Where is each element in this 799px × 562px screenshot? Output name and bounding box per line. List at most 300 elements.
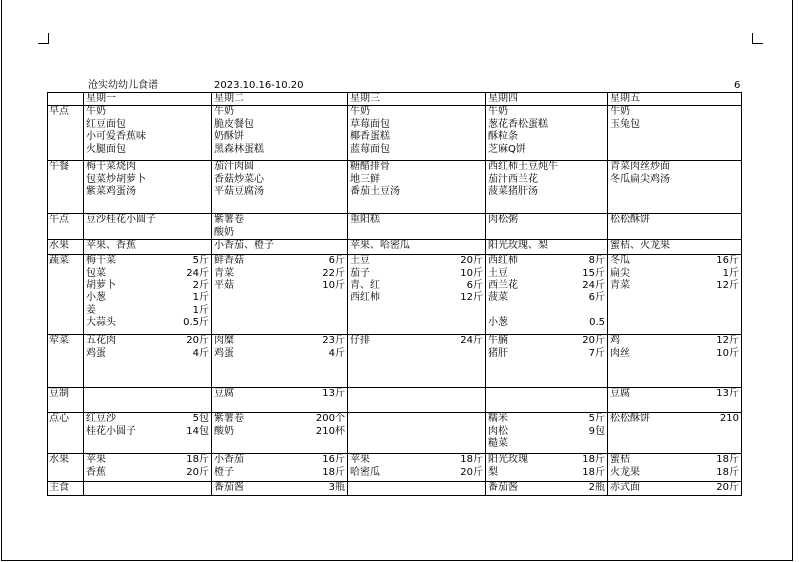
- day-header-3: [348, 93, 486, 106]
- menu-cell: [84, 413, 212, 454]
- item-name: 扁尖: [610, 267, 630, 279]
- item-name: 紫薯卷: [214, 413, 244, 425]
- item-name: 蜜桔、火龙果: [610, 240, 670, 252]
- item-name: 西红柿: [350, 292, 380, 304]
- menu-item: [214, 426, 345, 438]
- item-quantity: 18斤: [460, 454, 483, 466]
- menu-cell: [84, 255, 212, 335]
- menu-item: [214, 280, 345, 292]
- item-quantity: 3瓶: [328, 482, 345, 494]
- menu-cell: [608, 240, 742, 255]
- item-quantity: 2斤: [192, 279, 209, 291]
- menu-cell: [486, 454, 608, 482]
- menu-cell: [212, 413, 348, 454]
- row-label: 午餐: [48, 161, 84, 214]
- menu-item: [86, 280, 209, 292]
- menu-item: [214, 268, 345, 280]
- row-label: 水果: [48, 240, 84, 255]
- menu-cell: [608, 388, 742, 413]
- item-name: 仔排: [350, 335, 370, 347]
- menu-cell: [348, 161, 486, 214]
- item-quantity: 24斤: [460, 335, 483, 347]
- menu-cell: [348, 413, 486, 454]
- item-name: 苹果: [350, 454, 370, 466]
- item-name: 苹果、香蕉: [86, 240, 136, 252]
- item-name: 酸奶: [214, 425, 234, 437]
- item-quantity: 10斤: [460, 267, 483, 279]
- item-name: 冬瓜: [610, 255, 630, 267]
- item-quantity: 12斤: [460, 292, 483, 304]
- item-name: 桂花小圆子: [86, 425, 136, 437]
- item-name: 番茄土豆汤: [350, 186, 400, 198]
- item-quantity: 20斤: [460, 466, 483, 478]
- item-name: 紫薯卷: [214, 214, 244, 226]
- item-name: 豆腐: [610, 388, 630, 400]
- menu-item: [350, 454, 483, 466]
- item-quantity: 12斤: [716, 335, 739, 347]
- item-quantity: 14包: [186, 425, 209, 437]
- menu-item: [350, 335, 483, 347]
- item-name: 梅干菜烧肉: [86, 161, 136, 173]
- item-quantity: 24斤: [582, 279, 605, 291]
- crop-mark-top-right: [752, 33, 763, 44]
- menu-item: [610, 335, 739, 347]
- row-label: 水果: [48, 454, 84, 482]
- menu-item: [488, 268, 605, 280]
- item-name: 菠菜: [488, 292, 508, 304]
- menu-item: [610, 348, 739, 360]
- menu-cell: [486, 335, 608, 388]
- item-name: 豆腐: [214, 388, 234, 400]
- menu-cell: [608, 335, 742, 388]
- menu-item: [488, 413, 605, 425]
- item-quantity: 15斤: [582, 267, 605, 279]
- menu-cell: [348, 388, 486, 413]
- item-name: 火龙果: [610, 466, 640, 478]
- item-quantity: 1斤: [722, 267, 739, 279]
- menu-cell: [212, 335, 348, 388]
- item-quantity: 20斤: [186, 335, 209, 347]
- day-header-1: [84, 93, 212, 106]
- menu-item: [214, 144, 345, 156]
- item-name: 牛腩: [488, 335, 508, 347]
- menu-item: [488, 482, 605, 494]
- menu-item: [488, 161, 605, 173]
- item-name: 小香茄、橙子: [214, 240, 274, 252]
- menu-item: [488, 144, 605, 156]
- item-quantity: 0.5斤: [183, 317, 209, 329]
- menu-item: [488, 317, 605, 329]
- menu-cell: [486, 388, 608, 413]
- menu-item: [350, 240, 483, 252]
- menu-item: [86, 348, 209, 360]
- item-quantity: 6斤: [328, 255, 345, 267]
- item-quantity: 210杯: [315, 425, 345, 437]
- day-header-5: [608, 93, 742, 106]
- day-label: 星期一: [86, 93, 116, 104]
- menu-cell: [84, 161, 212, 214]
- menu-cell: [84, 106, 212, 161]
- item-name: 奶酥饼: [214, 131, 244, 143]
- row-label: 午点: [48, 214, 84, 240]
- menu-item: [86, 454, 209, 466]
- item-name: 地三鲜: [350, 173, 380, 185]
- menu-cell: [348, 240, 486, 255]
- row-label: 点心: [48, 413, 84, 454]
- item-quantity: 1斤: [192, 304, 209, 316]
- item-name: 牛奶: [610, 106, 630, 118]
- item-name: 香菇炒菜心: [214, 173, 264, 185]
- menu-item: [488, 280, 605, 292]
- item-quantity: 18斤: [186, 454, 209, 466]
- menu-item: [488, 255, 605, 267]
- menu-item: [86, 255, 209, 267]
- page-number: 6: [734, 80, 741, 91]
- menu-item: [350, 131, 483, 143]
- item-quantity: 13斤: [322, 388, 345, 400]
- menu-item: [86, 240, 209, 252]
- menu-cell: [348, 255, 486, 335]
- item-name: 黑森林蛋糕: [214, 143, 264, 155]
- menu-cell: [84, 240, 212, 255]
- item-name: 牛奶: [350, 106, 370, 118]
- item-name: 牛奶: [488, 106, 508, 118]
- menu-item: [488, 335, 605, 347]
- menu-item: [214, 467, 345, 479]
- menu-item: [610, 454, 739, 466]
- item-name: 重阳糕: [350, 214, 380, 226]
- item-quantity: 7斤: [588, 347, 605, 359]
- menu-cell: [486, 482, 608, 495]
- menu-item: [86, 119, 209, 131]
- menu-item: [86, 161, 209, 173]
- item-name: 菠菜猪肝汤: [488, 186, 538, 198]
- item-name: 茄汁西兰花: [488, 173, 538, 185]
- item-quantity: 0.5: [589, 317, 605, 329]
- menu-item: [350, 467, 483, 479]
- menu-cell: [348, 454, 486, 482]
- menu-cell: [84, 214, 212, 240]
- menu-cell: [348, 214, 486, 240]
- menu-item: [214, 482, 345, 494]
- menu-item: [86, 413, 209, 425]
- menu-item: [610, 119, 739, 131]
- menu-cell: [84, 335, 212, 388]
- menu-row: [48, 413, 742, 454]
- menu-item: [350, 292, 483, 304]
- menu-cell: [608, 161, 742, 214]
- menu-item: [488, 106, 605, 118]
- item-name: 松松酥饼: [610, 413, 650, 425]
- item-quantity: 18斤: [716, 466, 739, 478]
- item-name: 鸡蛋: [86, 347, 106, 359]
- menu-item: [488, 240, 605, 252]
- menu-cell: [608, 214, 742, 240]
- item-quantity: 16斤: [322, 454, 345, 466]
- item-quantity: 12斤: [716, 279, 739, 291]
- item-name: 赤式面: [610, 482, 640, 494]
- item-name: 豆沙桂花小圆子: [86, 214, 156, 226]
- item-name: 芝麻Q饼: [488, 143, 526, 155]
- menu-item: [488, 119, 605, 131]
- item-name: 糙菜: [488, 437, 508, 449]
- item-quantity: 20斤: [186, 466, 209, 478]
- row-label: 豆制: [48, 388, 84, 413]
- menu-cell: [486, 413, 608, 454]
- menu-item: [214, 227, 345, 239]
- item-name: 橙子: [214, 466, 234, 478]
- menu-item: [610, 482, 739, 494]
- item-name: 糖醋排骨: [350, 161, 390, 173]
- menu-cell: [84, 454, 212, 482]
- item-quantity: 20斤: [460, 255, 483, 267]
- item-name: 西红柿: [488, 255, 518, 267]
- menu-item: [214, 240, 345, 252]
- item-quantity: 4斤: [328, 347, 345, 359]
- item-name: 包菜: [86, 267, 106, 279]
- menu-row: [48, 388, 742, 413]
- item-name: 肉松: [488, 425, 508, 437]
- item-name: 阳光玫瑰、梨: [488, 240, 548, 252]
- menu-cell: [212, 214, 348, 240]
- menu-row: [48, 240, 742, 255]
- menu-item: [214, 106, 345, 118]
- menu-item: [350, 174, 483, 186]
- item-name: 酸奶: [214, 226, 234, 238]
- menu-item: [214, 119, 345, 131]
- menu-item: [214, 454, 345, 466]
- row-label: 荤菜: [48, 335, 84, 388]
- menu-cell: [608, 413, 742, 454]
- item-quantity: 18斤: [582, 454, 605, 466]
- item-quantity: 200个: [315, 413, 345, 425]
- date-range: 2023.10.16-10.20: [214, 80, 304, 91]
- menu-cell: [486, 240, 608, 255]
- item-quantity: 22斤: [322, 267, 345, 279]
- row-label: 主食: [48, 482, 84, 495]
- menu-item: [214, 388, 345, 400]
- item-quantity: 4斤: [192, 347, 209, 359]
- menu-cell: [212, 388, 348, 413]
- item-name: 小葱: [488, 317, 508, 329]
- crop-mark-top-left: [38, 33, 49, 44]
- menu-cell: [212, 106, 348, 161]
- day-header-row: [48, 93, 742, 106]
- item-name: 火腿面包: [86, 143, 126, 155]
- menu-item: [610, 413, 739, 425]
- item-quantity: 9包: [588, 425, 605, 437]
- menu-item: [610, 268, 739, 280]
- menu-cell: [486, 255, 608, 335]
- menu-item: [488, 438, 605, 450]
- menu-row: [48, 335, 742, 388]
- item-quantity: 20斤: [582, 335, 605, 347]
- menu-item: [350, 161, 483, 173]
- item-name: 青、红: [350, 279, 380, 291]
- item-quantity: 5包: [192, 413, 209, 425]
- item-name: 苹果、哈密瓜: [350, 240, 410, 252]
- row-label: 蔬菜: [48, 255, 84, 335]
- menu-item: [86, 131, 209, 143]
- item-name: 茄汁肉圆: [214, 161, 254, 173]
- item-quantity: 13斤: [716, 388, 739, 400]
- corner-cell: [48, 93, 84, 106]
- item-name: 梨: [488, 466, 498, 478]
- menu-row: [48, 482, 742, 495]
- item-name: 松松酥饼: [610, 214, 650, 226]
- item-quantity: 24斤: [186, 267, 209, 279]
- menu-cell: [348, 482, 486, 495]
- item-name: 番茄酱: [214, 482, 244, 494]
- menu-item: [610, 240, 739, 252]
- menu-cell: [608, 454, 742, 482]
- item-name: 姜: [86, 304, 96, 316]
- item-name: 青菜: [610, 279, 630, 291]
- item-name: 小可爱香蕉味: [86, 131, 146, 143]
- item-name: 红豆沙: [86, 413, 116, 425]
- item-name: 草莓面包: [350, 118, 390, 130]
- menu-item: [350, 255, 483, 267]
- item-name: 肉糜: [214, 335, 234, 347]
- item-quantity: 1斤: [192, 292, 209, 304]
- day-label: 星期二: [214, 93, 244, 104]
- menu-cell: [486, 214, 608, 240]
- item-name: 肉松粥: [488, 214, 518, 226]
- menu-item: [86, 106, 209, 118]
- item-name: 猪肝: [488, 347, 508, 359]
- item-name: 肉丝: [610, 347, 630, 359]
- menu-item: [610, 280, 739, 292]
- menu-item: [86, 292, 209, 304]
- item-quantity: 10斤: [716, 347, 739, 359]
- item-name: 牛奶: [86, 106, 106, 118]
- item-name: 冬瓜扁尖鸡汤: [610, 173, 670, 185]
- menu-item: [488, 186, 605, 198]
- menu-cell: [212, 255, 348, 335]
- menu-item: [214, 214, 345, 226]
- menu-cell: [486, 106, 608, 161]
- menu-item: [488, 454, 605, 466]
- item-quantity: 20斤: [716, 482, 739, 494]
- item-quantity: 210: [719, 413, 739, 425]
- item-name: 酥粒条: [488, 131, 518, 143]
- menu-item: [86, 174, 209, 186]
- menu-item: [610, 255, 739, 267]
- item-quantity: 5斤: [192, 255, 209, 267]
- item-name: 香蕉: [86, 466, 106, 478]
- menu-item: [86, 426, 209, 438]
- menu-item: [350, 268, 483, 280]
- menu-item: [350, 119, 483, 131]
- item-name: 番茄酱: [488, 482, 518, 494]
- menu-item: [350, 214, 483, 226]
- item-name: 平菇豆腐汤: [214, 186, 264, 198]
- day-label: 星期四: [488, 93, 518, 104]
- menu-cell: [608, 106, 742, 161]
- item-name: 玉兔包: [610, 118, 640, 130]
- menu-item: [350, 106, 483, 118]
- menu-item: [350, 280, 483, 292]
- menu-item: [610, 467, 739, 479]
- menu-item: [610, 106, 739, 118]
- menu-item: [86, 335, 209, 347]
- menu-cell: [608, 482, 742, 495]
- item-name: 平菇: [214, 279, 234, 291]
- item-name: 西红柿土豆炖牛: [488, 161, 558, 173]
- menu-row: [48, 255, 742, 335]
- item-name: 哈密瓜: [350, 466, 380, 478]
- menu-item: [610, 161, 739, 173]
- item-quantity: 16斤: [716, 255, 739, 267]
- menu-item: [86, 268, 209, 280]
- item-quantity: 6斤: [588, 292, 605, 304]
- menu-item: [214, 255, 345, 267]
- menu-cell: [212, 482, 348, 495]
- item-name: 小香茄: [214, 454, 244, 466]
- menu-item: [214, 131, 345, 143]
- menu-row: [48, 161, 742, 214]
- menu-item: [610, 388, 739, 400]
- item-name: 脆皮餐包: [214, 118, 254, 130]
- item-quantity: 18斤: [322, 466, 345, 478]
- day-header-2: [212, 93, 348, 106]
- menu-item: [86, 317, 209, 329]
- menu-item: [610, 174, 739, 186]
- item-name: 蜜桔: [610, 454, 630, 466]
- menu-item: [488, 174, 605, 186]
- day-label: 星期五: [610, 93, 640, 104]
- item-name: 鸡: [610, 335, 620, 347]
- item-name: 葱花香松蛋糕: [488, 118, 548, 130]
- item-quantity: 5斤: [588, 413, 605, 425]
- menu-item: [488, 214, 605, 226]
- item-quantity: 6斤: [466, 279, 483, 291]
- menu-title: 沧实幼幼儿食谱: [88, 80, 158, 91]
- menu-item: [488, 426, 605, 438]
- item-name: 梅干菜: [86, 255, 116, 267]
- item-name: 苹果: [86, 454, 106, 466]
- item-name: 鸡蛋: [214, 347, 234, 359]
- menu-item: [86, 144, 209, 156]
- menu-item: [488, 348, 605, 360]
- menu-table: [47, 92, 742, 496]
- item-quantity: 18斤: [582, 466, 605, 478]
- item-name: 紫菜鸡蛋汤: [86, 186, 136, 198]
- menu-cell: [84, 388, 212, 413]
- item-quantity: 18斤: [716, 454, 739, 466]
- item-name: 茄子: [350, 267, 370, 279]
- menu-item: [350, 144, 483, 156]
- item-name: 小葱: [86, 292, 106, 304]
- menu-item: [488, 467, 605, 479]
- item-name: 包菜炒胡萝卜: [86, 173, 146, 185]
- item-name: 胡萝卜: [86, 279, 116, 291]
- menu-item: [214, 348, 345, 360]
- item-name: 红豆面包: [86, 118, 126, 130]
- menu-item: [214, 335, 345, 347]
- menu-item: [214, 161, 345, 173]
- menu-item: [350, 186, 483, 198]
- menu-item: [488, 292, 605, 304]
- item-name: 蓝莓面包: [350, 143, 390, 155]
- menu-row: [48, 214, 742, 240]
- item-quantity: 23斤: [322, 335, 345, 347]
- item-name: 青菜肉丝炒面: [610, 161, 670, 173]
- menu-item: [86, 305, 209, 317]
- item-quantity: 2瓶: [588, 482, 605, 494]
- menu-cell: [212, 454, 348, 482]
- item-name: 牛奶: [214, 106, 234, 118]
